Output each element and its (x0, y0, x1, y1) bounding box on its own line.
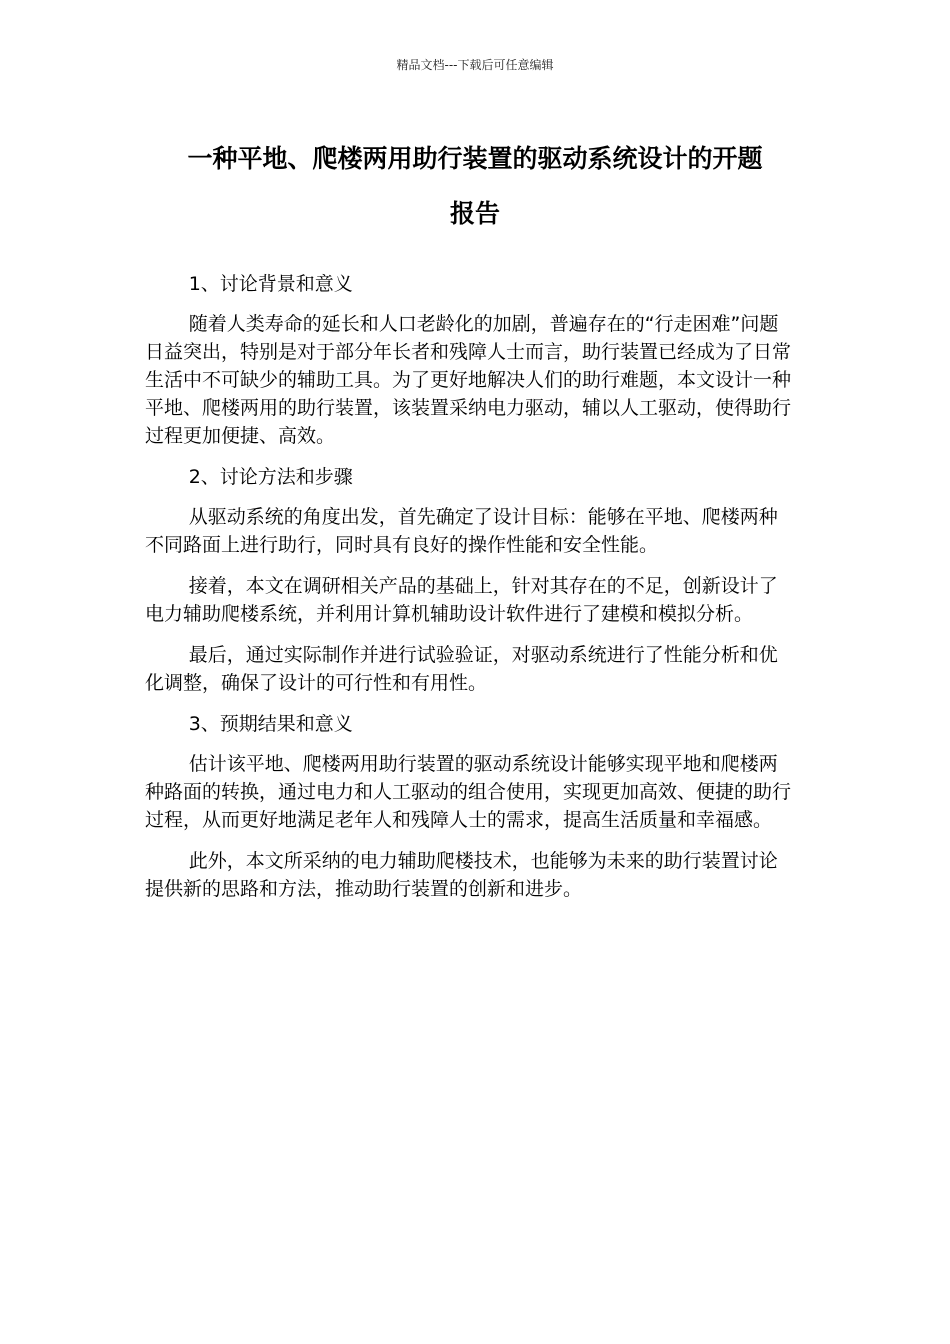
paragraph: 随着人类寿命的延长和人口老龄化的加剧，普遍存在的“行走困难”问题日益突出，特别是对于部分年长者和残障人士而言，助行装置已经成为了日常生活中不可缺少的辅助工具。为了更好地解决人们的助行难题，本文设计一种平地、爬楼两用的助行装置，该装置采纳电力驱动，辅以人工驱动，使得助行过程更加便捷、高效。 (145, 313, 792, 447)
section-heading: 3、预期结果和意义 (188, 713, 353, 735)
paragraph: 最后，通过实际制作并进行试验验证，对驱动系统进行了性能分析和优化调整，确保了设计的可行性和有用性。 (145, 644, 778, 694)
header-note: 精品文档---下载后可任意编辑 (396, 58, 554, 72)
document-body (145, 270, 795, 916)
section-research-background (145, 270, 795, 450)
document-title-line-2: 报告 (449, 199, 500, 228)
paragraph: 从驱动系统的角度出发，首先确定了设计目标：能够在平地、爬楼两种不同路面上进行助行，同时具有良好的操作性能和安全性能。 (145, 506, 778, 556)
section-heading: 2、讨论方法和步骤 (188, 466, 353, 488)
section-research-methods (145, 463, 795, 697)
paragraph: 此外，本文所采纳的电力辅助爬楼技术，也能够为未来的助行装置讨论提供新的思路和方法，推动助行装置的创新和进步。 (145, 850, 778, 900)
paragraph: 接着，本文在调研相关产品的基础上，针对其存在的不足，创新设计了电力辅助爬楼系统，并利用计算机辅助设计软件进行了建模和模拟分析。 (145, 575, 778, 625)
document-title-line-1: 一种平地、爬楼两用助行装置的驱动系统设计的开题 (187, 144, 763, 173)
section-heading: 1、讨论背景和意义 (188, 273, 353, 295)
section-expected-results (145, 710, 795, 903)
document-title (140, 131, 810, 241)
paragraph: 估计该平地、爬楼两用助行装置的驱动系统设计能够实现平地和爬楼两种路面的转换，通过电力和人工驱动的组合使用，实现更加高效、便捷的助行过程，从而更好地满足老年人和残障人士的需求，提高生活质量和幸福感。 (145, 753, 792, 831)
